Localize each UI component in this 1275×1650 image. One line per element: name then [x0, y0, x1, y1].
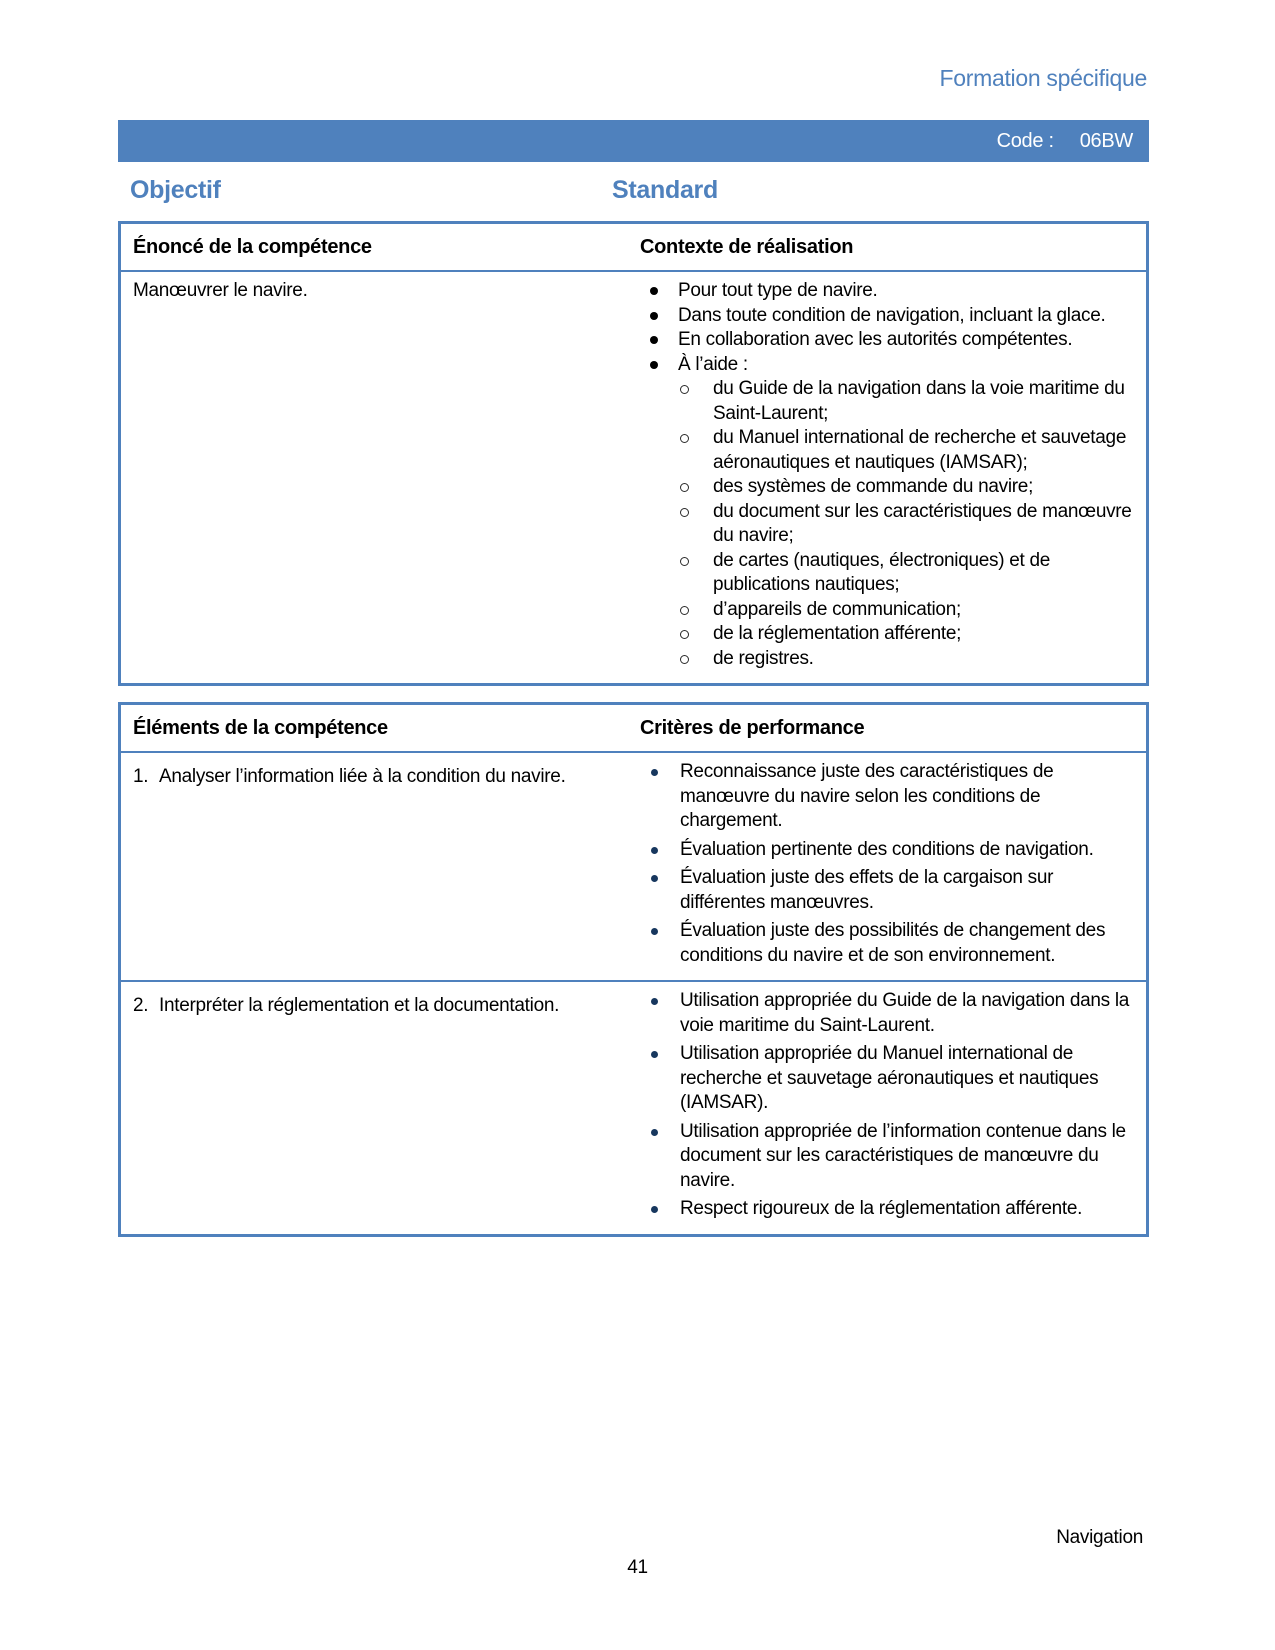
- item-number: 1.: [133, 766, 149, 787]
- circle-bullet-icon: [680, 647, 713, 664]
- list-item: du Manuel international de recherche et sauvetage aéronautiques et nautiques (IAMSAR);: [680, 426, 1132, 475]
- list-item: À l’aide : du Guide de la navigation dans la voie maritime du Saint-Laurent; du Manuel international de recherche et sauvetage aéronautiques et nautiques (IAMSAR); des systèmes de commande du navire; du document sur les caractéristiques de manœuvre du navire; de cartes (nautiques, électroniques) et de publications nautiques; d’appareils de communication; de la réglementation afférente; de registres.: [650, 353, 1132, 672]
- bullet-icon: [651, 760, 680, 776]
- list-item: Respect rigoureux de la réglementation afférente.: [651, 1197, 1132, 1222]
- circle-bullet-icon: [680, 475, 713, 492]
- column-header-elements: Éléments de la compétence: [133, 717, 388, 739]
- list-item: Utilisation appropriée du Guide de la navigation dans la voie maritime du Saint-Laurent.: [651, 989, 1132, 1038]
- list-item: Évaluation pertinente des conditions de navigation.: [651, 838, 1132, 863]
- circle-bullet-icon: [680, 622, 713, 639]
- sub-bullet-list: [680, 377, 1132, 671]
- section-eyebrow: Formation spécifique: [939, 65, 1147, 91]
- list-item: de cartes (nautiques, électroniques) et de publications nautiques;: [680, 549, 1132, 598]
- bullet-icon: [651, 919, 680, 935]
- list-item: Dans toute condition de navigation, incluant la glace.: [650, 304, 1132, 329]
- code-label: Code :: [996, 129, 1054, 152]
- element-text: Analyser l’information liée à la condition du navire.: [159, 766, 566, 787]
- bullet-icon: [651, 866, 680, 882]
- criteria-bullet-list: [615, 989, 1132, 1222]
- competence-context-table: [118, 221, 1149, 686]
- bullet-icon: [651, 1120, 680, 1136]
- element-cell: [121, 753, 615, 980]
- list-item: du document sur les caractéristiques de manœuvre du navire;: [680, 500, 1132, 549]
- list-item: de registres.: [680, 647, 1132, 672]
- footer-section-label: Navigation: [1056, 1527, 1143, 1548]
- bullet-icon: [651, 1197, 680, 1213]
- column-header-contexte: Contexte de réalisation: [640, 236, 854, 258]
- item-number: 2.: [133, 995, 149, 1016]
- list-item: des systèmes de commande du navire;: [680, 475, 1132, 500]
- list-item: Pour tout type de navire.: [650, 279, 1132, 304]
- bullet-icon: [651, 989, 680, 1005]
- circle-bullet-icon: [680, 377, 713, 394]
- code-bar: [118, 120, 1149, 162]
- table-header-row: [121, 224, 1146, 272]
- competence-statement: Manœuvrer le navire.: [133, 280, 308, 301]
- table-header-row: [121, 705, 1146, 753]
- circle-bullet-icon: [680, 500, 713, 517]
- bullet-icon: [650, 279, 678, 295]
- competence-cell: [121, 272, 615, 683]
- element-text: Interpréter la réglementation et la documentation.: [159, 995, 560, 1016]
- table-row: [121, 980, 1146, 1234]
- list-item: Utilisation appropriée de l’information contenue dans le document sur les caractéristiques de manœuvre du navire.: [651, 1120, 1132, 1194]
- criteria-cell: [615, 753, 1146, 980]
- list-item: Évaluation juste des possibilités de changement des conditions du navire et de son environnement.: [651, 919, 1132, 968]
- objectif-heading: Objectif: [130, 176, 221, 204]
- table-row: [121, 272, 1146, 683]
- list-item: Utilisation appropriée du Manuel international de recherche et sauvetage aéronautiques et nautiques (IAMSAR).: [651, 1042, 1132, 1116]
- circle-bullet-icon: [680, 549, 713, 566]
- list-item: du Guide de la navigation dans la voie maritime du Saint-Laurent;: [680, 377, 1132, 426]
- bullet-icon: [650, 304, 678, 320]
- bullet-icon: [651, 838, 680, 854]
- circle-bullet-icon: [680, 598, 713, 615]
- context-cell: [615, 272, 1146, 683]
- criteria-cell: [615, 982, 1146, 1234]
- page-content: [118, 0, 1149, 1237]
- criteria-bullet-list: [615, 760, 1132, 968]
- element-cell: [121, 982, 615, 1234]
- context-bullet-list: [615, 279, 1132, 671]
- code-value: 06BW: [1079, 129, 1133, 152]
- column-header-enonce: Énoncé de la compétence: [133, 236, 372, 258]
- circle-bullet-icon: [680, 426, 713, 443]
- bullet-icon: [650, 353, 678, 369]
- list-item: d’appareils de communication;: [680, 598, 1132, 623]
- standard-heading: Standard: [612, 176, 718, 204]
- elements-criteria-table: [118, 702, 1149, 1237]
- list-item: Évaluation juste des effets de la cargaison sur différentes manœuvres.: [651, 866, 1132, 915]
- table-body: [121, 753, 1146, 1234]
- bullet-icon: [650, 328, 678, 344]
- page-number: 41: [627, 1557, 648, 1578]
- list-item: de la réglementation afférente;: [680, 622, 1132, 647]
- list-item: Reconnaissance juste des caractéristiques de manœuvre du navire selon les conditions de chargement.: [651, 760, 1132, 834]
- column-headings: [118, 175, 1149, 205]
- column-header-criteres: Critères de performance: [640, 717, 865, 739]
- list-item: En collaboration avec les autorités compétentes.: [650, 328, 1132, 353]
- bullet-icon: [651, 1042, 680, 1058]
- table-row: [121, 753, 1146, 980]
